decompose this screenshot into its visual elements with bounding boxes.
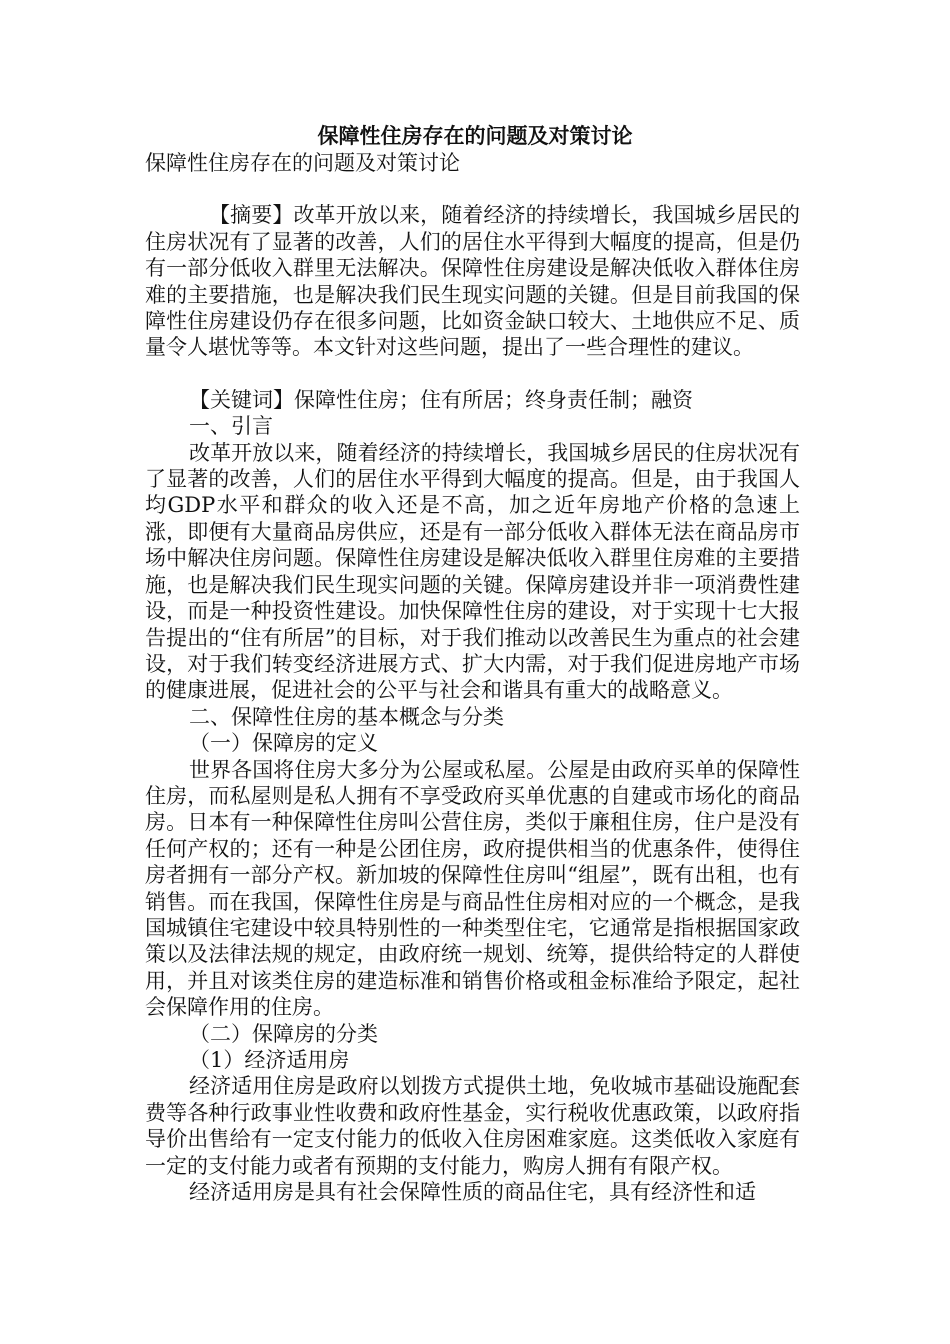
section-2-item-1-body-1: 经济适用住房是政府以划拨方式提供土地，免收城市基础设施配套费等各种行政事业性收费和政府性基金，实行税收优惠政策，以政府指导价出售给有一定支付能力的低收入住房困难家庭。这类低收入家庭有一定的支付能力或者有预期的支付能力，购房人拥有有限产权。 — [145, 1074, 800, 1178]
document-subtitle: 保障性住房存在的问题及对策讨论 — [145, 151, 460, 175]
section-1-heading: 一、引言 — [189, 414, 273, 439]
section-2-item-1-heading: （1）经济适用房 — [189, 1048, 350, 1072]
abstract-paragraph: 【摘要】改革开放以来，随着经济的持续增长，我国城乡居民的住房状况有了显著的改善，人们的居住水平得到大幅度的提高，但是仍有一部分低收入群里无法解决。保障性住房建设是解决低收入群体住房难的主要措施，也是解决我们民生现实问题的关键。但是目前我国的保障性住房建设仍存在很多问题，比如资金缺口较大、土地供应不足、质量令人堪忧等等。本文针对这些问题，提出了一些合理性的建议。 — [145, 203, 800, 360]
section-2-sub-2-heading: （二）保障房的分类 — [189, 1021, 378, 1046]
section-1-body: 改革开放以来，随着经济的持续增长，我国城乡居民的住房状况有了显著的改善，人们的居住水平得到大幅度的提高。但是，由于我国人均GDP水平和群众的收入还是不高，加之近年房地产价格的急速上涨，即便有大量商品房供应，还是有一部分低收入群体无法在商品房市场中解决住房问题。保障性住房建设是解决低收入群里住房难的主要措施，也是解决我们民生现实问题的关键。保障房建设并非一项消费性建设，而是一种投资性建设。加快保障性住房的建设，对于实现十七大报告提出的“住有所居”的目标，对于我们推动以改善民生为重点的社会建设，对于我们转变经济进展方式、扩大内需，对于我们促进房地产市场的健康进展，促进社会的公平与社会和谐具有重大的战略意义。 — [145, 440, 800, 703]
section-2-item-1-body-2: 经济适用房是具有社会保障性质的商品住宅，具有经济性和适 — [189, 1180, 756, 1205]
keywords-paragraph: 【关键词】保障性住房；住有所居；终身责任制；融资 — [189, 387, 693, 412]
section-2-sub-1-body: 世界各国将住房大多分为公屋或私屋。公屋是由政府买单的保障性住房，而私屋则是私人拥有不享受政府买单优惠的自建或市场化的商品房。日本有一种保障性住房叫公营住房，类似于廉租住房，住户是没有任何产权的；还有一种是公团住房，政府提供相当的优惠条件，使得住房者拥有一部分产权。新加坡的保障性住房叫“组屋”，既有出租，也有销售。而在我国，保障性住房是与商品性住房相对应的一个概念，是我国城镇住宅建设中较具特别性的一种类型住宅，它通常是指根据国家政策以及法律法规的规定，由政府统一规划、统筹，提供给特定的人群使用，并且对该类住房的建造标准和销售价格或租金标准给予限定，起社会保障作用的住房。 — [145, 757, 800, 1020]
blank-line — [145, 176, 800, 202]
section-2-sub-1-heading: （一）保障房的定义 — [189, 731, 378, 756]
section-2-heading: 二、保障性住房的基本概念与分类 — [189, 704, 504, 729]
document-title: 保障性住房存在的问题及对策讨论 — [317, 123, 633, 148]
blank-line — [145, 361, 800, 387]
document-body — [145, 150, 800, 1205]
